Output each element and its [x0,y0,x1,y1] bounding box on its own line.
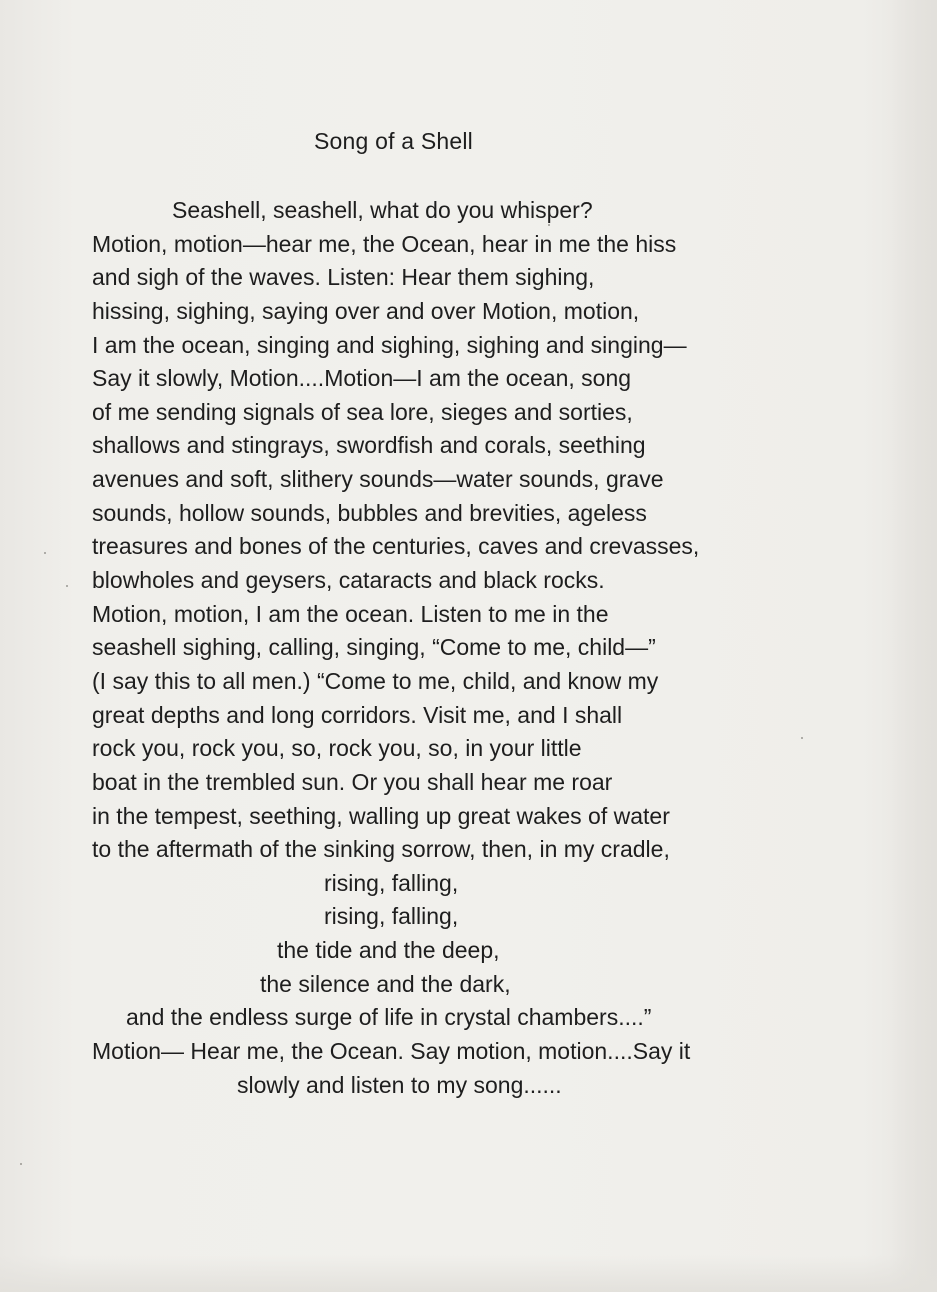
poem-line: slowly and listen to my song...... [237,1071,562,1098]
poem-line: to the aftermath of the sinking sorrow, then, in my cradle, [92,836,670,863]
poem-line: great depths and long corridors. Visit me, and I shall [92,701,623,728]
poem-line: (I say this to all men.) “Come to me, child, and know my [92,667,659,694]
poem-line: seashell sighing, calling, singing, “Come to me, child—” [92,634,656,661]
poem-line: Motion, motion, I am the ocean. Listen to me in the [92,600,609,627]
poem-line: and sigh of the waves. Listen: Hear them sighing, [92,264,595,291]
poem-line: shallows and stingrays, swordfish and corals, seething [92,432,646,459]
paper-speck [20,1163,22,1165]
page-edge-shade [889,0,937,1292]
poem-line: avenues and soft, slithery sounds—water sounds, grave [92,466,664,493]
paper-speck [66,585,68,587]
poem-line: Seashell, seashell, what do you whisper? [172,197,593,223]
poem-line: sounds, hollow sounds, bubbles and brevities, ageless [92,499,647,526]
poem-line: the silence and the dark, [260,970,511,997]
poem-line: of me sending signals of sea lore, sieges and sorties, [92,398,633,425]
poem-line: I am the ocean, singing and sighing, sighing and singing— [92,331,687,358]
paper-speck [44,552,46,554]
poem-line: boat in the trembled sun. Or you shall hear me roar [92,768,613,795]
poem-line: Say it slowly, Motion....Motion—I am the ocean, song [92,365,632,392]
poem-line: treasures and bones of the centuries, caves and crevasses, [92,533,700,560]
poem-line: blowholes and geysers, cataracts and black rocks. [92,567,605,594]
poem-body [92,194,772,1102]
poem-title: Song of a Shell [313,128,473,154]
poem-line: rising, falling, [324,903,459,930]
poem-line: the tide and the deep, [277,937,500,964]
poem-line: and the endless surge of life in crystal chambers....” [126,1004,652,1031]
poem-line: rising, falling, [324,869,459,896]
page-bottom-shade [0,1255,937,1292]
paper-speck [801,737,803,739]
poem-line: Motion, motion—hear me, the Ocean, hear in me the hiss [92,230,677,257]
poem-line: Motion— Hear me, the Ocean. Say motion, motion....Say it [92,1038,691,1065]
poem-line: in the tempest, seething, walling up great wakes of water [92,802,670,829]
poem-line: rock you, rock you, so, rock you, so, in your little [92,735,582,762]
poem-line: hissing, sighing, saying over and over Motion, motion, [92,297,640,324]
